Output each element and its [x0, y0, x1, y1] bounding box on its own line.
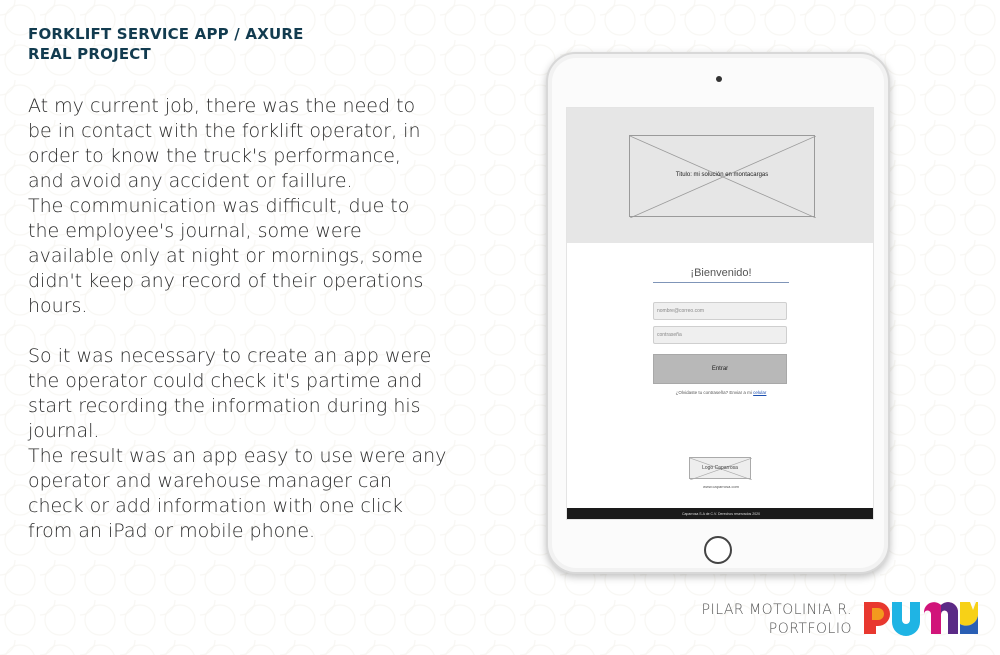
email-field[interactable]: nombre@correo.com [653, 302, 787, 320]
header-image-placeholder [629, 135, 815, 217]
welcome-heading: ¡Bienvenido! [653, 267, 789, 283]
company-logo-placeholder [689, 457, 751, 479]
author-subtitle: PORTFOLIO [768, 621, 852, 637]
description-line: the operator could check it's partime and [28, 370, 423, 392]
description-line: journal. [28, 420, 100, 442]
description-line: check or add information with one click [28, 495, 403, 517]
password-field[interactable]: contraseña [653, 326, 787, 344]
description-line: The communication was difficult, due to [28, 195, 410, 217]
app-screen [566, 107, 874, 520]
description-line: At my current job, there was the need to [28, 95, 416, 117]
title-line-2: REAL PROJECT [28, 45, 151, 63]
logo-shape-p-inner [872, 608, 884, 620]
description-line: The result was an app easy to use were any [28, 445, 447, 467]
description-line: and avoid any accident or faillure. [28, 170, 353, 192]
author-name: PILAR MOTOLINIA R. [701, 602, 852, 618]
paragraph-gap [28, 319, 468, 344]
description-text [28, 94, 468, 544]
camera-icon [716, 76, 722, 82]
forgot-password-label: ¿Olvidaste tu contraseña? Enviar a mi [675, 390, 752, 395]
forgot-password-text [607, 390, 835, 395]
app-header [567, 108, 874, 243]
home-button[interactable] [704, 536, 732, 564]
logo-shape-u [892, 602, 920, 636]
site-url[interactable]: www.caparrosa.com [702, 484, 739, 489]
description-line: order to know the truck's performance, [28, 145, 401, 167]
forgot-password-link[interactable]: celular [753, 390, 767, 395]
ipad-mockup [546, 52, 890, 574]
logo-shape-m-overlay [941, 602, 958, 634]
description-line: from an iPad or mobile phone. [28, 520, 316, 542]
page-title [28, 24, 304, 64]
description-line: So it was necessary to create an app were [28, 345, 432, 367]
description-line: the employee's journal, some were [28, 220, 362, 242]
description-line: available only at night or mornings, some [28, 245, 423, 267]
enter-button[interactable]: Entrar [653, 354, 787, 384]
title-line-1: FORKLIFT SERVICE APP / AXURE [28, 25, 304, 43]
description-line: hours. [28, 295, 88, 317]
description-line: be in contact with the forklift operator, in [28, 120, 421, 142]
description-line: operator and warehouse manager can [28, 470, 393, 492]
app-footer: Caparrosa S.A de C.V. Derechos reservados 2020 [567, 508, 874, 520]
logo-placeholder-text: Logo Caparrosa [702, 465, 738, 471]
portfolio-logo [860, 598, 978, 638]
header-placeholder-text: Titulo: mi solución en montacargas [675, 172, 769, 178]
author-credit [690, 601, 852, 639]
description-line: start recording the information during his [28, 395, 421, 417]
description-line: didn't keep any record of their operations [28, 270, 424, 292]
